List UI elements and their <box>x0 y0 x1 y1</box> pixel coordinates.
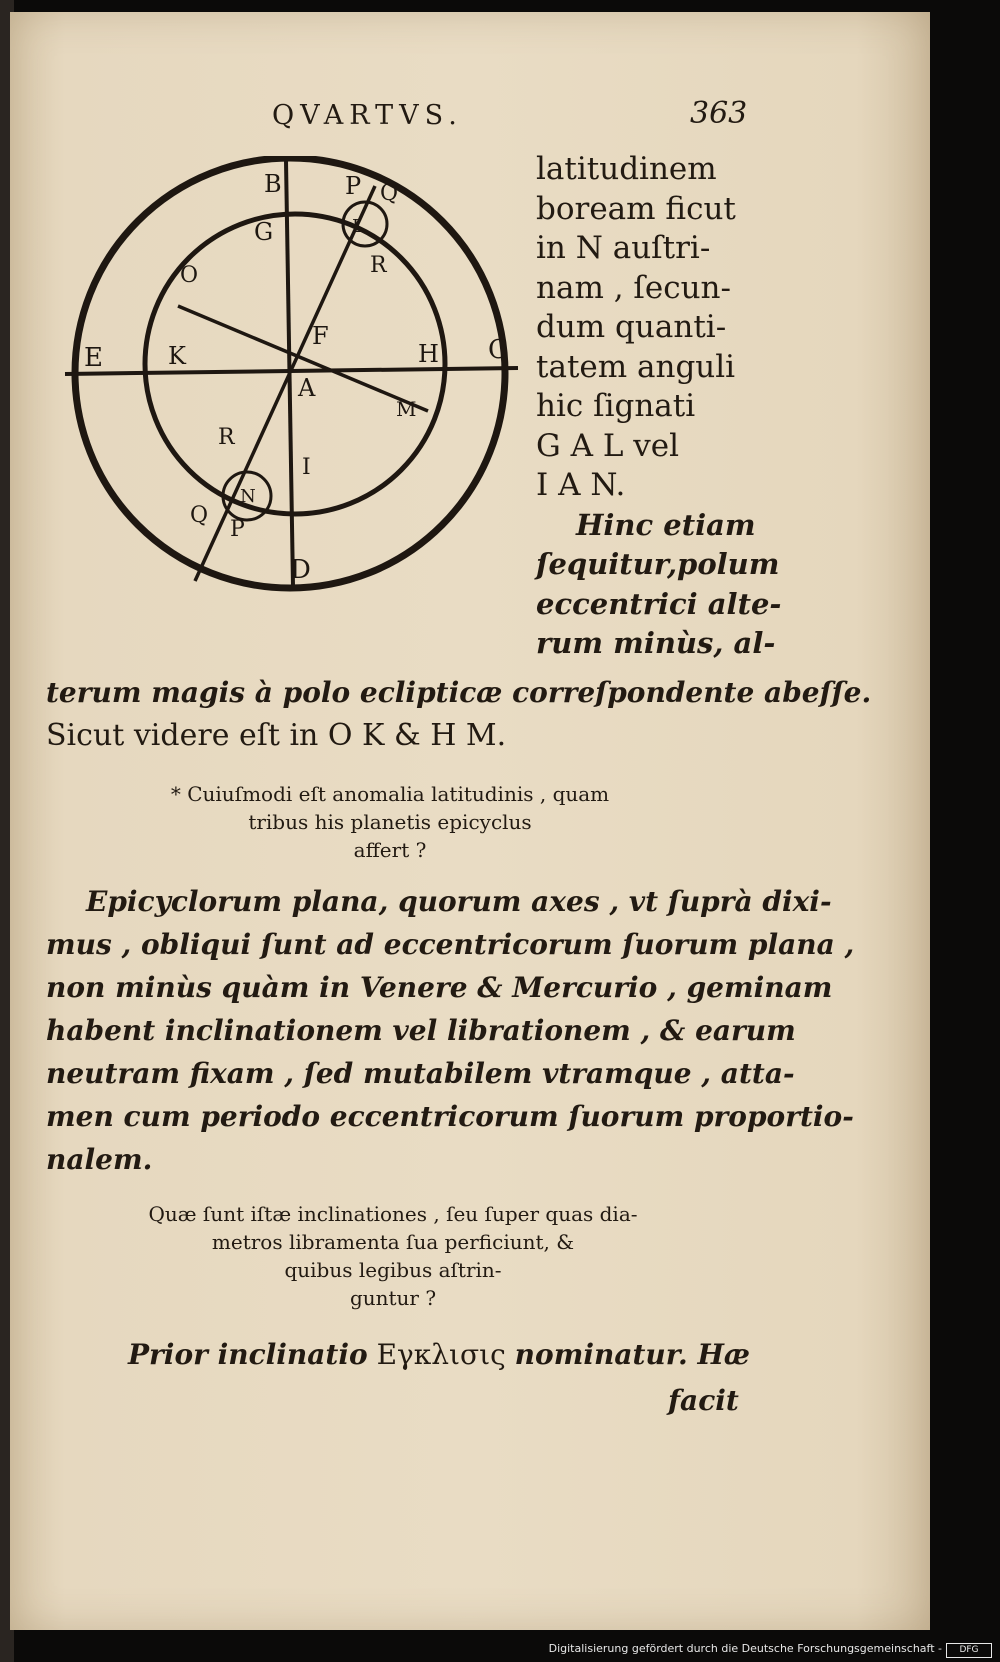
label-N: N <box>240 486 256 507</box>
footer-bar <box>0 1640 1000 1662</box>
line-P-Q-axis <box>195 186 375 581</box>
column-line: nam , ſecun- <box>536 269 731 306</box>
label-B: B <box>264 170 282 198</box>
label-H: H <box>418 340 439 368</box>
page-number: 363 <box>690 96 748 131</box>
astronomical-diagram <box>50 156 530 616</box>
paragraph-line: habent inclinationem vel librationem , & earum <box>46 1014 796 1047</box>
final-line-rest: nominatur. Hæ <box>514 1338 750 1371</box>
label-A: A <box>298 374 316 402</box>
paragraph-line: mus , obliqui ſunt ad eccentricorum ſuorum plana , <box>46 928 855 961</box>
column-italic-line: ſequitur,polum <box>536 547 780 581</box>
paragraph-line: non minùs quàm in Venere & Mercurio , geminam <box>46 971 833 1004</box>
question-heading <box>120 780 660 864</box>
final-line-italic: Prior inclinatio <box>128 1338 368 1371</box>
label-Q-lower: Q <box>190 503 209 528</box>
label-G: G <box>254 218 274 246</box>
label-R-lower: R <box>218 425 235 450</box>
question-line: affert ? <box>353 838 427 862</box>
question-line: metros libramenta ſua perficiunt, & <box>211 1230 575 1254</box>
label-R-upper: R <box>370 253 387 278</box>
dfg-logo: DFG <box>946 1643 992 1658</box>
column-line: boream ficut <box>536 190 736 227</box>
label-P-upper: P <box>345 172 362 200</box>
column-italic-line: rum minùs, al- <box>536 626 776 660</box>
column-italic-line: eccentrici alte- <box>536 586 782 621</box>
body-paragraph <box>46 880 854 1181</box>
label-P-lower: P <box>230 517 245 542</box>
column-line: tatem anguli <box>536 348 736 385</box>
question-line: quibus legibus aſtrin- <box>284 1258 502 1282</box>
label-L: L <box>352 216 364 237</box>
right-text-column <box>536 150 782 664</box>
final-line-greek: Εγκλισις <box>376 1338 506 1371</box>
label-O: O <box>180 263 199 288</box>
paragraph-line: Epicyclorum plana, quorum axes , vt ſuprà dixi- <box>86 885 832 918</box>
final-line <box>128 1338 750 1371</box>
column-line: in N auſtri- <box>536 230 711 266</box>
column-line: G A L vel <box>536 427 680 464</box>
question-line: tribus his planetis epicyclus <box>248 810 532 834</box>
paragraph-line: nalem. <box>46 1143 153 1176</box>
label-M: M <box>396 397 417 421</box>
column-line: dum quanti- <box>536 309 727 345</box>
label-C: C <box>488 335 508 365</box>
label-E: E <box>84 343 103 373</box>
label-D: D <box>290 555 311 585</box>
paragraph-line: neutram fixam , ſed mutabilem vtramque , atta- <box>46 1057 795 1090</box>
label-K: K <box>168 342 186 370</box>
paragraph-line: men cum periodo eccentricorum ſuorum proportio- <box>46 1100 854 1133</box>
column-italic-line: Hinc etiam <box>576 507 756 542</box>
question-line: * Cuiuſmodi eſt anomalia latitudinis , quam <box>170 782 610 806</box>
catchword: facit <box>668 1384 739 1417</box>
question-heading <box>108 1200 678 1312</box>
column-line: latitudinem <box>536 151 717 187</box>
column-line: I A N. <box>536 467 626 503</box>
full-width-line: terum magis à polo eclipticæ correſpondente abeſſe. <box>46 676 872 709</box>
full-width-line: Sicut videre eſt in O K & H M. <box>46 718 507 753</box>
label-I: I <box>302 455 311 480</box>
footer-credit: Digitalisierung gefördert durch die Deutsche Forschungsgemeinschaft - <box>548 1642 942 1655</box>
column-line: hic ſignati <box>536 388 696 424</box>
question-line: Quæ ſunt iſtæ inclinationes , ſeu ſuper quas dia- <box>148 1202 638 1226</box>
label-Q-upper: Q <box>380 181 399 206</box>
running-header: QVARTVS. <box>272 100 463 131</box>
label-F: F <box>312 322 329 350</box>
question-line: guntur ? <box>349 1286 437 1310</box>
